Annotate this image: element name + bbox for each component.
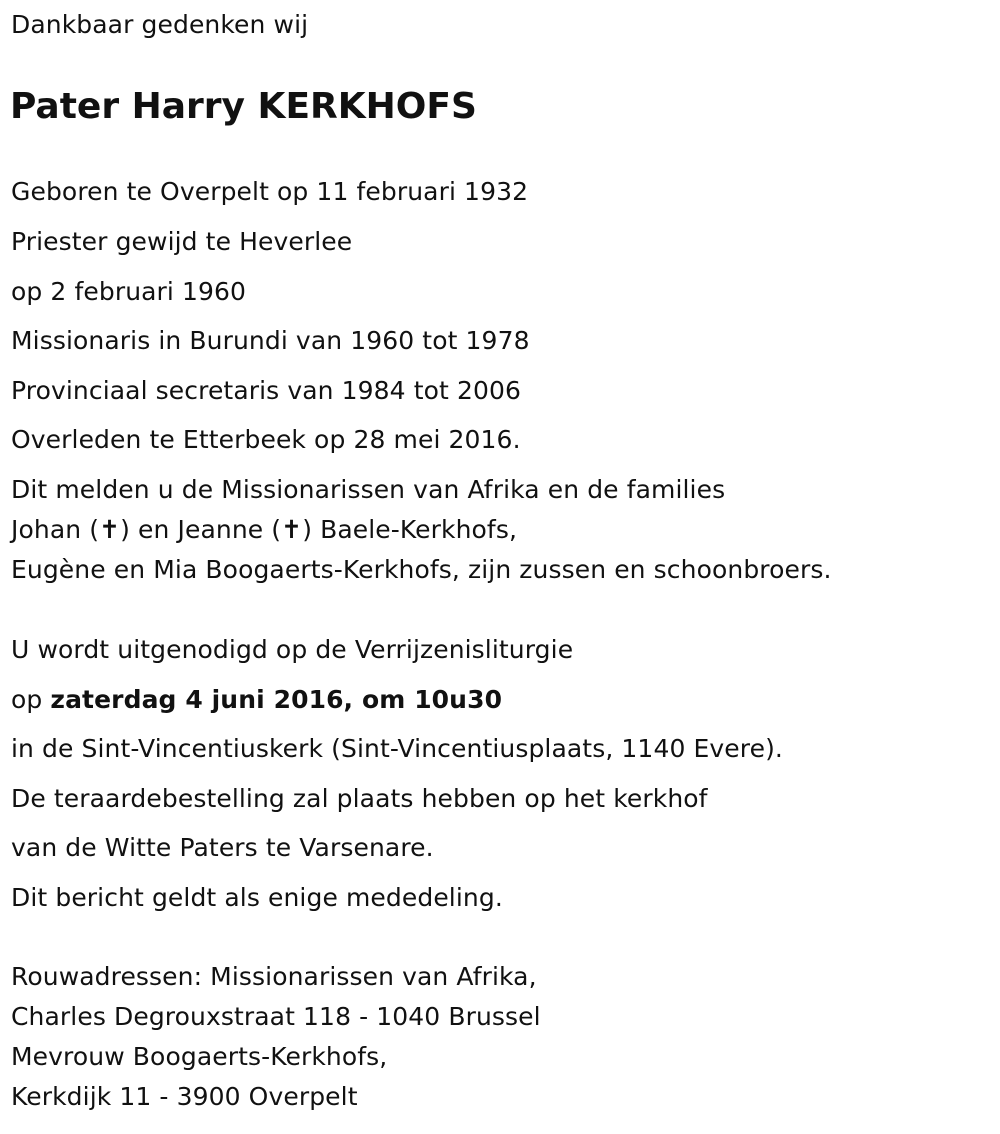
invitation-line: U wordt uitgenodigd op de Verrijzenisliturgie [11,635,574,664]
service-date: zaterdag 4 juni 2016, om 10u30 [50,685,503,714]
service-date-prefix: op [11,685,51,714]
announcement-line-3: Eugène en Mia Boogaerts-Kerkhofs, zijn zussen en schoonbroers. [11,555,832,584]
service-location-line: in de Sint-Vincentiuskerk (Sint-Vincentiusplaats, 1140 Evere). [11,734,783,763]
ordination-line: Priester gewijd te Heverlee [11,227,353,256]
address-line-4: Kerkdijk 11 - 3900 Overpelt [11,1082,358,1111]
burial-line-2: van de Witte Paters te Varsenare. [11,833,434,862]
missionary-line: Missionaris in Burundi van 1960 tot 1978 [11,326,530,355]
intro-text: Dankbaar gedenken wij [11,10,309,39]
address-line-1: Rouwadressen: Missionarissen van Afrika, [11,962,537,991]
burial-line-1: De teraardebestelling zal plaats hebben op het kerkhof [11,784,708,813]
announcement-line-1: Dit melden u de Missionarissen van Afrika en de families [11,475,726,504]
announcement-line-2: Johan (✝) en Jeanne (✝) Baele-Kerkhofs, [11,515,517,544]
secretary-line: Provinciaal secretaris van 1984 tot 2006 [11,376,521,405]
service-date-line [11,685,502,715]
address-line-3: Mevrouw Boogaerts-Kerkhofs, [11,1042,388,1071]
notice-line: Dit bericht geldt als enige mededeling. [11,883,503,912]
birth-line: Geboren te Overpelt op 11 februari 1932 [11,177,529,206]
deceased-name: Pater Harry KERKHOFS [10,86,477,127]
ordination-date-line: op 2 februari 1960 [11,277,247,306]
death-line: Overleden te Etterbeek op 28 mei 2016. [11,425,521,454]
address-line-2: Charles Degrouxstraat 118 - 1040 Brussel [11,1002,541,1031]
